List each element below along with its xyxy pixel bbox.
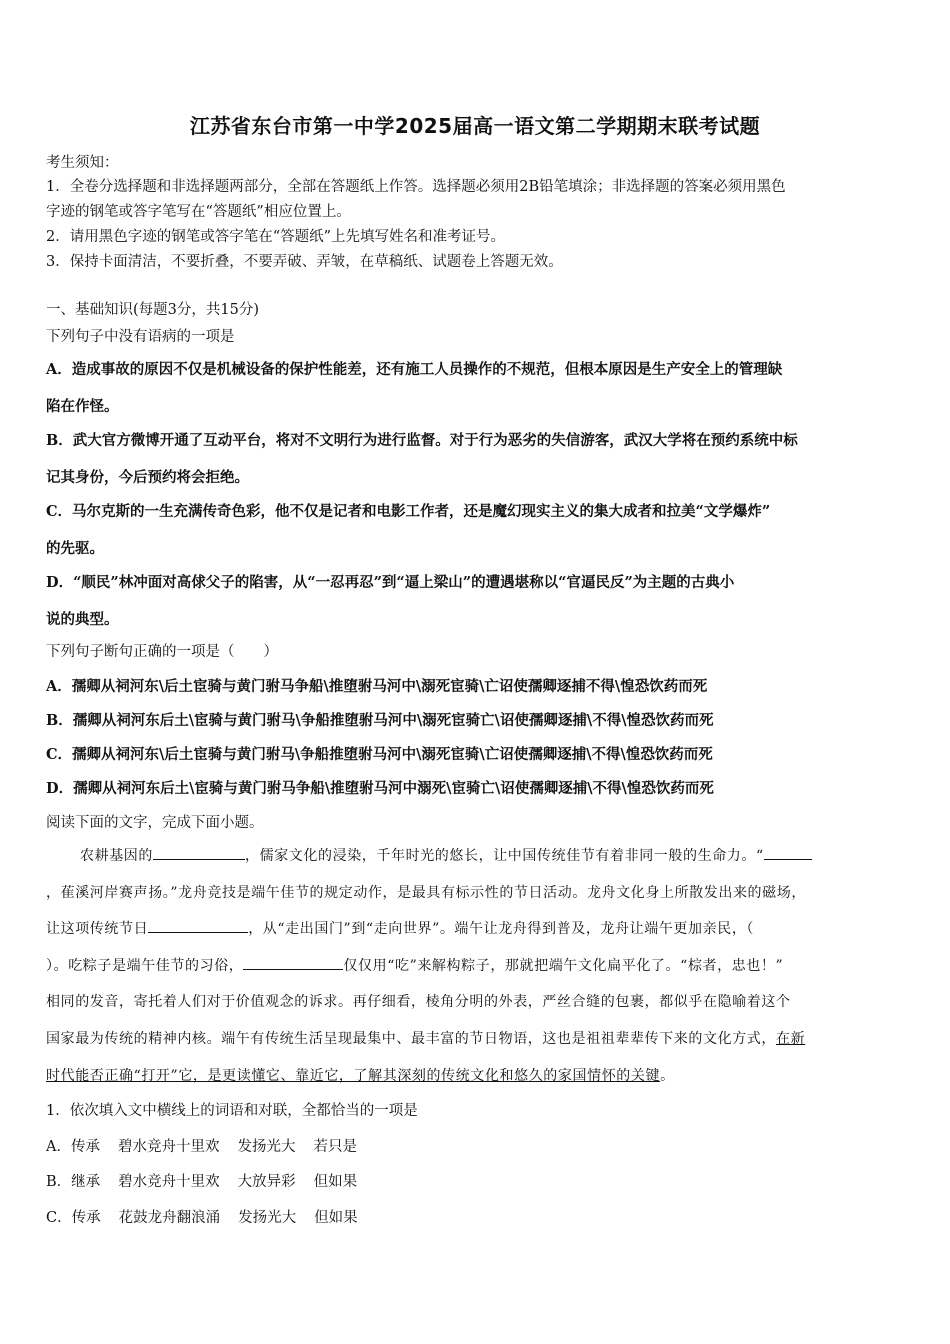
option-couplet: 花鼓龙舟翻浪涌	[118, 1210, 221, 1226]
underlined-sentence: 时代能否正确“打开”它，是更读懂它、靠近它，了解其深刻的传统文化和悠久的家国情怀的关键	[46, 1068, 661, 1084]
option-connective: 但如果	[314, 1210, 358, 1226]
option-word: B．继承	[46, 1174, 101, 1190]
fill-blank-1	[153, 845, 245, 860]
q1-option-b-line-2: 记其身份，今后预约将会拒绝。	[46, 469, 249, 486]
passage-text: ，儒家文化的浸染，千年时光的悠长，让中国传统佳节有着非同一般的生命力。“	[245, 848, 764, 864]
q1-option-c-line-1: C．马尔克斯的一生充满传奇色彩，他不仅是记者和电影工作者，还是魔幻现实主义的集大成者和拉美“文学爆炸”	[46, 503, 771, 520]
passage-line-3	[46, 918, 754, 940]
option-couplet: 碧水竞舟十里欢	[118, 1174, 220, 1190]
fill-blank-4	[243, 955, 343, 970]
passage-line-1	[80, 845, 812, 867]
q2-option-c: C．孺卿从祠河东\后土宦骑与黄门驸马\争船推堕驸马河中\溺死宦骑\亡诏使孺卿逐捕\不得\惶恐饮药而死	[46, 746, 713, 763]
q1-option-d-line-1: D．“顺民”林冲面对高俅父子的陷害，从“一忍再忍”到“逼上梁山”的遭遇堪称以“官逼民反”为主题的古典小	[46, 574, 735, 591]
q2-stem: 下列句子断句正确的一项是（ ）	[46, 644, 278, 660]
q3-option-b	[46, 1171, 357, 1193]
option-idiom: 发扬光大	[238, 1210, 297, 1226]
passage-text: 。	[660, 1068, 675, 1084]
fill-blank-3	[148, 918, 248, 933]
reading-intro: 阅读下面的文字，完成下面小题。	[46, 815, 264, 831]
option-idiom: 发扬光大	[237, 1139, 296, 1155]
underlined-sentence: 在新	[776, 1031, 806, 1047]
q3-stem: 1．依次填入文中横线上的词语和对联，全都恰当的一项是	[46, 1103, 418, 1119]
passage-line-4	[46, 955, 783, 977]
option-word: A．传承	[46, 1139, 100, 1155]
option-word: C．传承	[46, 1210, 101, 1226]
q2-option-b: B．孺卿从祠河东后土\宦骑与黄门驸马\争船推堕驸马河中\溺死宦骑亡\诏使孺卿逐捕\不得\惶恐饮药而死	[46, 712, 714, 729]
passage-text: ，从“走出国门”到“走向世界”。端午让龙舟得到普及，龙舟让端午更加亲民，（	[248, 921, 755, 937]
passage-text: 让这项传统节日	[46, 921, 149, 937]
q1-stem: 下列句子中没有语病的一项是	[46, 329, 235, 345]
passage-line-2: ，萑溪河岸赛声扬。”龙舟竞技是端午佳节的规定动作，是最具有标示性的节日活动。龙舟文化身上所散发出来的磁场，	[46, 885, 806, 901]
q2-option-a: A．孺卿从祠河东\后土宦骑与黄门驸马争船\推堕驸马河中\溺死宦骑\亡诏使孺卿逐捕不得\惶恐饮药而死	[46, 678, 708, 695]
q1-option-b-line-1: B．武大官方微博开通了互动平台，将对不文明行为进行监督。对于行为恶劣的失信游客，武汉大学将在预约系统中标	[46, 432, 798, 449]
passage-text: 国家最为传统的精神内核。端午有传统生活呈现最集中、最丰富的节日物语，这也是祖祖辈辈传下来的文化方式，	[46, 1031, 776, 1047]
passage-text: ）。吃粽子是端午佳节的习俗，	[46, 958, 244, 974]
option-connective: 但如果	[313, 1174, 358, 1190]
q1-option-a-line-1: A．造成事故的原因不仅是机械设备的保护性能差，还有施工人员操作的不规范，但根本原因是生产安全上的管理缺	[46, 361, 783, 378]
section-heading: 一、基础知识(每题3分，共15分)	[46, 302, 259, 318]
notice-item-1-line-2: 字迹的钢笔或答字笔写在“答题纸”相应位置上。	[46, 204, 351, 220]
q1-option-a-line-2: 陷在作怪。	[46, 398, 119, 415]
notice-item-3: 3．保持卡面清洁，不要折叠，不要弄破、弄皱，在草稿纸、试题卷上答题无效。	[46, 254, 563, 270]
page-title: 江苏省东台市第一中学2025届高一语文第二学期期末联考试题	[189, 114, 761, 138]
option-connective: 若只是	[313, 1139, 357, 1155]
option-idiom: 大放异彩	[237, 1174, 296, 1190]
q1-option-c-line-2: 的先驱。	[46, 540, 104, 557]
notice-item-1-line-1: 1．全卷分选择题和非选择题两部分，全部在答题纸上作答。选择题必须用2B铅笔填涂；非选择题的答案必须用黑色	[46, 179, 786, 195]
q1-option-d-line-2: 说的典型。	[46, 611, 119, 628]
notice-heading: 考生须知：	[46, 155, 119, 171]
passage-line-7	[46, 1065, 675, 1087]
passage-text: 仅仅用“吃”来解构粽子，那就把端午文化扁平化了。“棕者，忠也！”	[343, 958, 784, 974]
fill-blank-2	[764, 845, 812, 860]
q3-option-a	[46, 1136, 357, 1158]
passage-line-5: 相同的发音，寄托着人们对于价值观念的诉求。再仔细看，棱角分明的外表，严丝合缝的包裹，都似乎在隐喻着这个	[46, 994, 791, 1010]
option-couplet: 碧水竞舟十里欢	[117, 1139, 220, 1155]
notice-item-2: 2．请用黑色字迹的钢笔或答字笔在“答题纸”上先填写姓名和准考证号。	[46, 229, 506, 245]
q3-option-c	[46, 1207, 358, 1229]
q2-option-d: D．孺卿从祠河东后土\宦骑与黄门驸马争船\推堕驸马河中溺死\宦骑亡\诏使孺卿逐捕\不得\惶恐饮药而死	[46, 780, 714, 797]
passage-line-6	[46, 1028, 805, 1050]
passage-text: 农耕基因的	[80, 848, 153, 864]
